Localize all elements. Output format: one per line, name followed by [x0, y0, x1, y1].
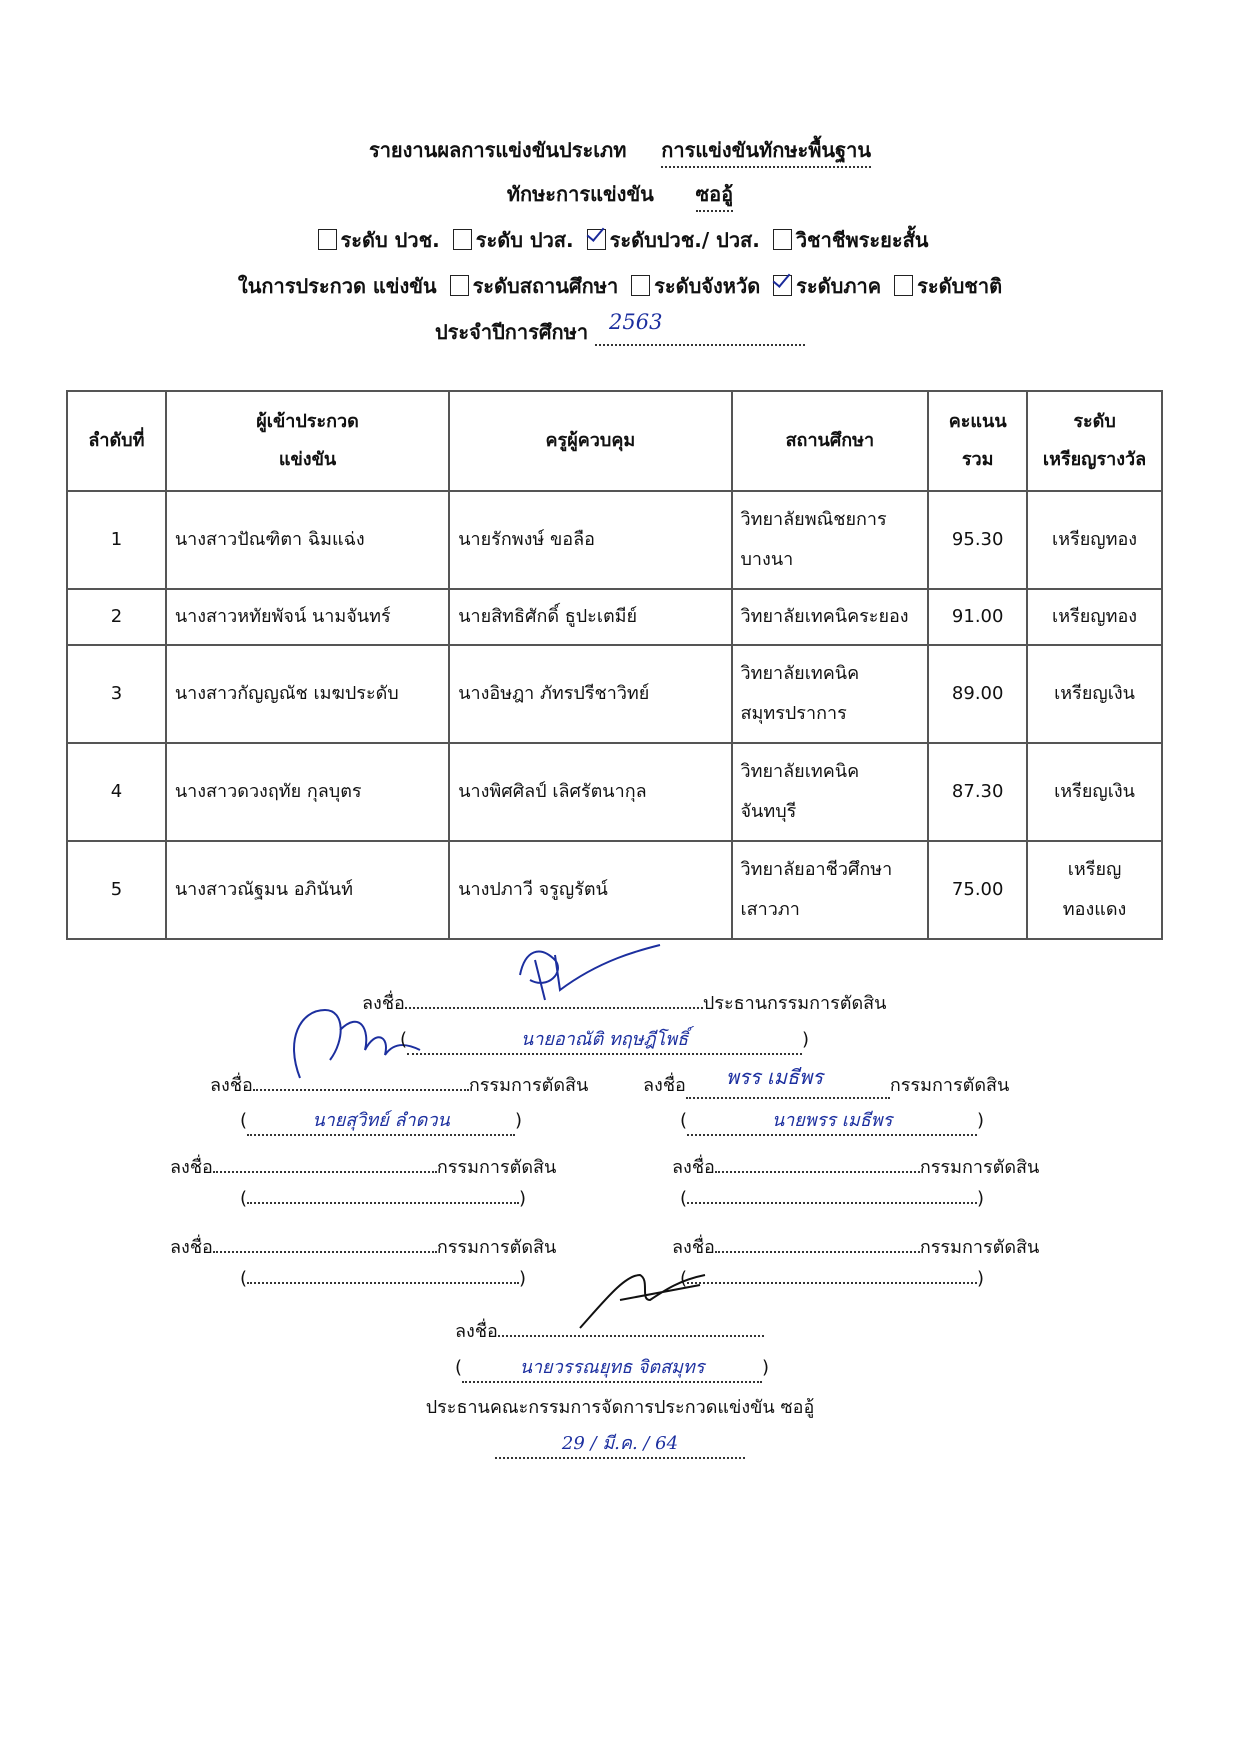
judge4-sign-label: ลงชื่อ [672, 1157, 715, 1178]
judge6-role: กรรมการตัดสิน [919, 1237, 1040, 1258]
judge4-name-line: ( ) [680, 1188, 985, 1209]
row-order: 1 [67, 491, 166, 589]
header-school: สถานศึกษา [732, 391, 929, 491]
row-school: วิทยาลัยเทคนิค สมุทรปราการ [732, 645, 929, 743]
row-medal: เหรียญเงิน [1027, 645, 1162, 743]
level-short-course-label: วิชาชีพระยะสั้น [795, 228, 929, 252]
row-score: 75.00 [928, 841, 1027, 939]
organizer-name: นายวรรณยุทธ จิตสมุทร [462, 1352, 762, 1383]
judge1-name: นายสุวิทย์ ลำดวน [247, 1105, 515, 1136]
row-medal: เหรียญ ทองแดง [1027, 841, 1162, 939]
row-order: 2 [67, 589, 166, 645]
row-score: 89.00 [928, 645, 1027, 743]
organizer-sign-label: ลงชื่อ [455, 1321, 498, 1342]
judge1-sign-label: ลงชื่อ [210, 1075, 253, 1096]
organizer-role: ประธานคณะกรรมการจัดการประกวดแข่งขัน ซออู้ [425, 1397, 815, 1418]
row-teacher: นางอิษฎา ภัทรปรีชาวิทย์ [449, 645, 731, 743]
row-contestant: นางสาวณัฐมน อภินันท์ [166, 841, 449, 939]
row-order: 3 [67, 645, 166, 743]
judge5-role: กรรมการตัดสิน [436, 1237, 557, 1258]
row-order: 5 [67, 841, 166, 939]
header-contestant: ผู้เข้าประกวด แข่งขัน [166, 391, 449, 491]
judge5-sign-line [170, 1232, 556, 1261]
chair-name: นายอาณัติ ทฤษฎีโพธิ์ [407, 1024, 802, 1055]
row-contestant: นางสาวดวงฤทัย กุลบุตร [166, 743, 449, 841]
judge2-name: นายพรร เมธีพร [687, 1105, 977, 1136]
row-teacher: นายสิทธิศักดิ์ ธูปะเตมีย์ [449, 589, 731, 645]
contest-region-label: ระดับภาค [796, 274, 882, 298]
header-order: ลำดับที่ [67, 391, 166, 491]
row-score: 95.30 [928, 491, 1027, 589]
level-pvc-pvs-label: ระดับปวช./ ปวส. [609, 228, 760, 252]
chair-sign-line [362, 988, 886, 1017]
judge5-sign-label: ลงชื่อ [170, 1237, 213, 1258]
row-contestant: นางสาวกัญญณัช เมฆประดับ [166, 645, 449, 743]
level-pvc-label: ระดับ ปวช. [340, 228, 440, 252]
row-medal: เหรียญทอง [1027, 491, 1162, 589]
skill-label: ทักษะการแข่งขัน [506, 182, 654, 206]
row-medal: เหรียญเงิน [1027, 743, 1162, 841]
academic-year-label: ประจำปีการศึกษา [434, 320, 589, 344]
contest-national-label: ระดับชาติ [917, 274, 1003, 298]
contest-school-label: ระดับสถานศึกษา [472, 274, 619, 298]
judge4-sign-line [672, 1152, 1039, 1181]
report-type-label: รายงานผลการแข่งขันประเภท [368, 138, 627, 162]
judge2-role: กรรมการตัดสิน [889, 1075, 1010, 1096]
judge3-sign-line [170, 1152, 556, 1181]
row-school: วิทยาลัยเทคนิค จันทบุรี [732, 743, 929, 841]
row-contestant: นางสาวหทัยพัจน์ นามจันทร์ [166, 589, 449, 645]
row-school: วิทยาลัยอาชีวศึกษา เสาวภา [732, 841, 929, 939]
judge5-name-line: ( ) [240, 1268, 527, 1289]
judge2-sign-label: ลงชื่อ [643, 1075, 686, 1096]
chair-role: ประธานกรรมการตัดสิน [702, 993, 887, 1014]
contest-province-label: ระดับจังหวัด [654, 274, 761, 298]
judge1-name-line: ( นายสุวิทย์ ลำดวน ) [240, 1105, 522, 1136]
row-school: วิทยาลัยพณิชยการ บางนา [732, 491, 929, 589]
chair-name-line: ( นายอาณัติ ทฤษฎีโพธิ์ ) [400, 1024, 809, 1055]
judge6-sign-line [672, 1232, 1039, 1261]
contest-label: ในการประกวด แข่งขัน [237, 274, 437, 298]
skill-value: ซออู้ [696, 178, 734, 212]
header-teacher: ครูผู้ควบคุม [449, 391, 731, 491]
judge6-name-line: ( ) [680, 1268, 985, 1289]
organizer-name-line: ( นายวรรณยุทธ จิตสมุทร ) [455, 1352, 769, 1383]
row-score: 87.30 [928, 743, 1027, 841]
report-type-value: การแข่งขันทักษะพื้นฐาน [661, 134, 871, 168]
row-contestant: นางสาวปัณฑิตา ฉิมแฉ่ง [166, 491, 449, 589]
judge2-signature: พรร เมธีพร [725, 1065, 824, 1089]
level-pvs-label: ระดับ ปวส. [475, 228, 574, 252]
judge2-sign-line [643, 1065, 1010, 1099]
row-medal: เหรียญทอง [1027, 589, 1162, 645]
row-teacher: นางพิศศิลป์ เลิศรัตนากุล [449, 743, 731, 841]
judge6-sign-label: ลงชื่อ [672, 1237, 715, 1258]
row-teacher: นายรักพงษ์ ขอลือ [449, 491, 731, 589]
academic-year-value: 2563 [609, 310, 663, 334]
judge2-name-line: ( นายพรร เมธีพร ) [680, 1105, 984, 1136]
row-order: 4 [67, 743, 166, 841]
sign-date: 29 / มี.ค. / 64 [495, 1428, 745, 1459]
organizer-sign-line [455, 1316, 764, 1345]
header-medal: ระดับ เหรียญรางวัล [1027, 391, 1162, 491]
judge3-sign-label: ลงชื่อ [170, 1157, 213, 1178]
sign-date-line [0, 1428, 1240, 1459]
chair-sign-label: ลงชื่อ [362, 993, 405, 1014]
row-score: 91.00 [928, 589, 1027, 645]
judge3-role: กรรมการตัดสิน [436, 1157, 557, 1178]
header-score: คะแนน รวม [928, 391, 1027, 491]
judge1-sign-line [210, 1070, 588, 1099]
judge4-role: กรรมการตัดสิน [919, 1157, 1040, 1178]
judge3-name-line: ( ) [240, 1188, 527, 1209]
row-school: วิทยาลัยเทคนิคระยอง [732, 589, 929, 645]
row-teacher: นางปภาวี จรูญรัตน์ [449, 841, 731, 939]
judge1-role: กรรมการตัดสิน [468, 1075, 589, 1096]
